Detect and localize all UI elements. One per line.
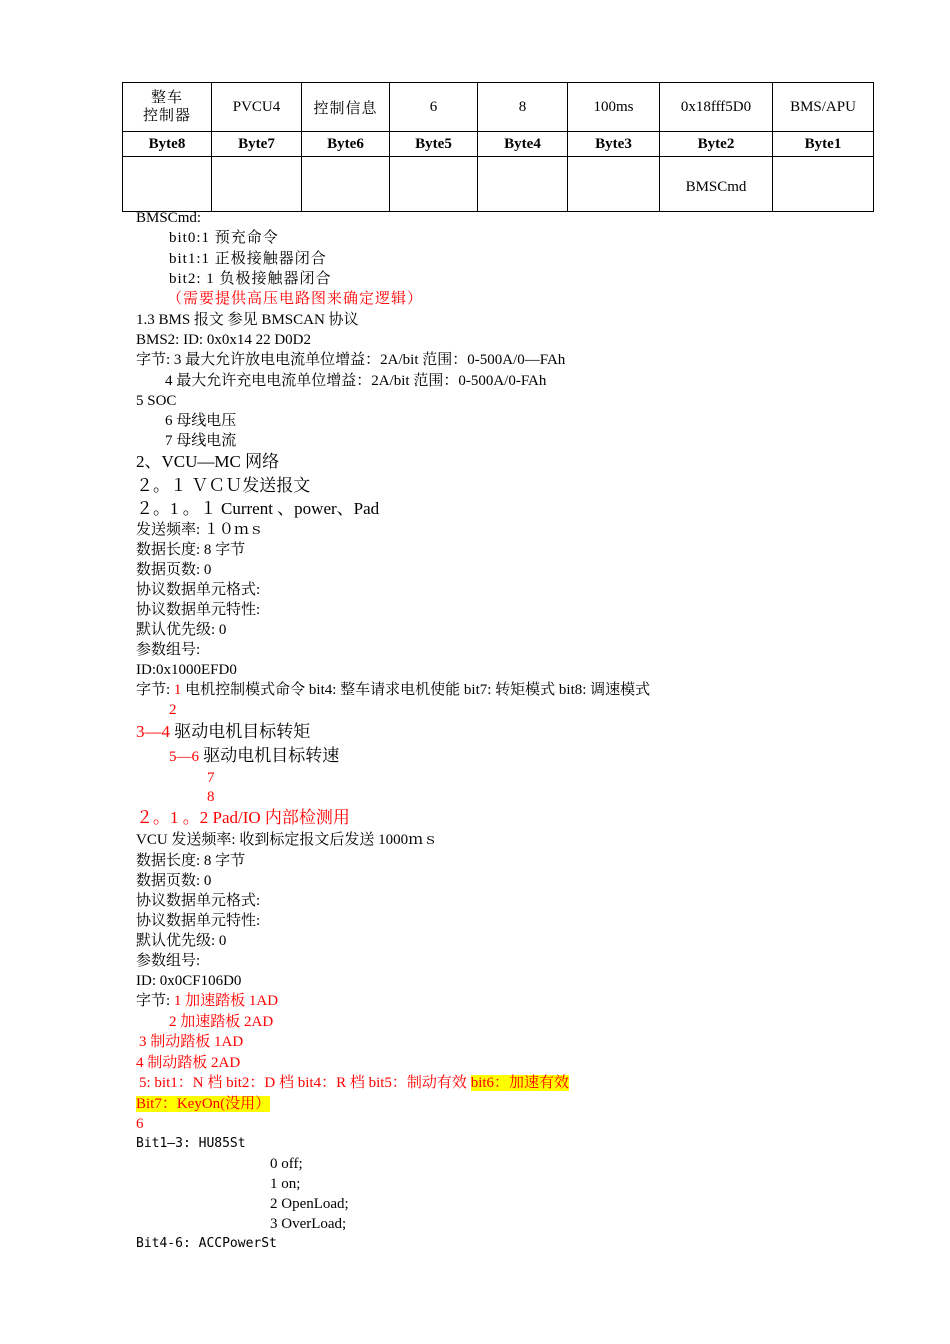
byte-number: 3—4 — [136, 722, 170, 741]
enum-value: 2 OpenLoad; — [270, 1196, 349, 1212]
highlighted-text: bit6：加速有效 — [470, 1075, 570, 1091]
table-cell — [773, 157, 874, 212]
table-cell: BMSCmd — [660, 157, 773, 212]
message-id-line: ID: 0x0CF106D0 — [136, 973, 242, 989]
enum-value: 0 off; — [270, 1156, 303, 1172]
table-cell — [123, 157, 212, 212]
column-header: Byte5 — [390, 132, 478, 157]
bit-definition: Bit1—3: HU85St — [136, 1136, 246, 1151]
table-cell — [478, 157, 568, 212]
subsection-heading: ２。１ ＶＣＵ发送报文 — [136, 476, 311, 495]
byte-label: 字节: — [136, 993, 174, 1009]
table-cell — [302, 157, 390, 212]
byte-desc: 驱动电机目标转矩 — [170, 722, 311, 741]
bmscmd-label: BMSCmd: — [136, 210, 202, 226]
message-id-line: ID:0x1000EFD0 — [136, 662, 237, 678]
byte-desc: 电机控制模式命令 bit4: 整车请求电机使能 bit7: 转矩模式 bit8: 调速模式 — [181, 682, 651, 698]
byte-desc: 驱动电机目标转速 — [199, 746, 340, 765]
byte-definition — [136, 680, 650, 700]
byte-definition: 7 母线电流 — [165, 433, 237, 449]
bit-definition: Bit4-6: ACCPowerSt — [136, 1236, 277, 1251]
byte-number: 6 — [136, 1116, 144, 1132]
param-line: VCU 发送频率: 收到标定报文后发送 1000ｍｓ — [136, 832, 439, 848]
byte-definition: 6 母线电压 — [165, 413, 237, 429]
column-header: Byte1 — [773, 132, 874, 157]
byte-definition: 4 制动踏板 2AD — [136, 1055, 241, 1071]
byte-desc: 1 加速踏板 1AD — [173, 993, 279, 1009]
byte-number: 1 — [173, 682, 182, 698]
param-line: 参数组号: — [136, 642, 201, 658]
message-id-line: BMS2: ID: 0x0x14 22 D0D2 — [136, 332, 312, 348]
subsection-heading: ２。1 。2 Pad/IO 内部检测用 — [136, 808, 350, 827]
byte-definition: 2 加速踏板 2AD — [169, 1014, 274, 1030]
table-header-row — [123, 132, 874, 157]
param-line: 默认优先级: 0 — [136, 622, 227, 638]
param-line: 默认优先级: 0 — [136, 933, 227, 949]
bit-definition: bit0:1 预充命令 — [169, 230, 279, 246]
enum-value: 3 OverLoad; — [270, 1216, 347, 1232]
message-spec-table — [122, 82, 874, 212]
table-cell — [390, 157, 478, 212]
byte-number: 2 — [169, 702, 177, 718]
table-cell: 100ms — [568, 83, 660, 132]
table-row — [123, 83, 874, 132]
column-header: Byte4 — [478, 132, 568, 157]
byte-definition: 5 SOC — [136, 393, 177, 409]
byte-definition: 字节: 3 最大允许放电电流单位增益：2A/bit 范围：0-500A/0—FAh — [136, 352, 566, 368]
byte-definition — [169, 746, 339, 767]
param-line: 数据页数: 0 — [136, 562, 212, 578]
byte-definition — [139, 1073, 569, 1093]
byte-number: 7 — [207, 770, 215, 786]
param-line: 发送频率: １０ｍｓ — [136, 522, 264, 538]
bit-desc: 5: bit1：N 档 bit2：D 档 bit4：R 档 bit5：制动有效 — [139, 1075, 471, 1091]
param-line: 协议数据单元特性: — [136, 913, 261, 929]
byte-number: 5—6 — [169, 749, 199, 765]
param-line: 协议数据单元格式: — [136, 582, 261, 598]
table-cell — [212, 157, 302, 212]
column-header: Byte7 — [212, 132, 302, 157]
table-cell: 整车 控制器 — [123, 83, 212, 132]
param-line: 协议数据单元特性: — [136, 602, 261, 618]
byte-definition — [136, 991, 278, 1011]
byte-definition: 3 制动踏板 1AD — [139, 1034, 244, 1050]
param-line: 数据页数: 0 — [136, 873, 212, 889]
section-heading: 1.3 BMS 报文 参见 BMSCAN 协议 — [136, 312, 359, 328]
table-row — [123, 157, 874, 212]
table-cell: 控制信息 — [302, 83, 390, 132]
table-cell: 0x18fff5D0 — [660, 83, 773, 132]
byte-label: 字节: — [136, 682, 174, 698]
section-heading: 2、VCU—MC 网络 — [136, 452, 280, 471]
param-line: 参数组号: — [136, 953, 201, 969]
subsection-heading: ２。1 。１ Current 、power、Pad — [136, 499, 380, 518]
enum-value: 1 on; — [270, 1176, 301, 1192]
byte-definition — [136, 1094, 270, 1114]
bit-definition: bit1:1 正极接触器闭合 — [169, 251, 327, 267]
param-line: 数据长度: 8 字节 — [136, 542, 246, 558]
table-cell: PVCU4 — [212, 83, 302, 132]
note-red: （需要提供高压电路图来确定逻辑） — [167, 291, 424, 307]
byte-number: 8 — [207, 789, 215, 805]
highlighted-text: Bit7：KeyOn(没用） — [136, 1096, 271, 1112]
table-cell — [568, 157, 660, 212]
param-line: 数据长度: 8 字节 — [136, 853, 246, 869]
param-line: 协议数据单元格式: — [136, 893, 261, 909]
table-cell: 6 — [390, 83, 478, 132]
bit-definition: bit2: 1 负极接触器闭合 — [169, 271, 332, 287]
column-header: Byte8 — [123, 132, 212, 157]
byte-definition: 4 最大允许充电电流单位增益：2A/bit 范围：0-500A/0-FAh — [165, 373, 547, 389]
column-header: Byte2 — [660, 132, 773, 157]
table-cell: 8 — [478, 83, 568, 132]
byte-definition — [136, 722, 310, 742]
table-cell: BMS/APU — [773, 83, 874, 132]
column-header: Byte3 — [568, 132, 660, 157]
column-header: Byte6 — [302, 132, 390, 157]
